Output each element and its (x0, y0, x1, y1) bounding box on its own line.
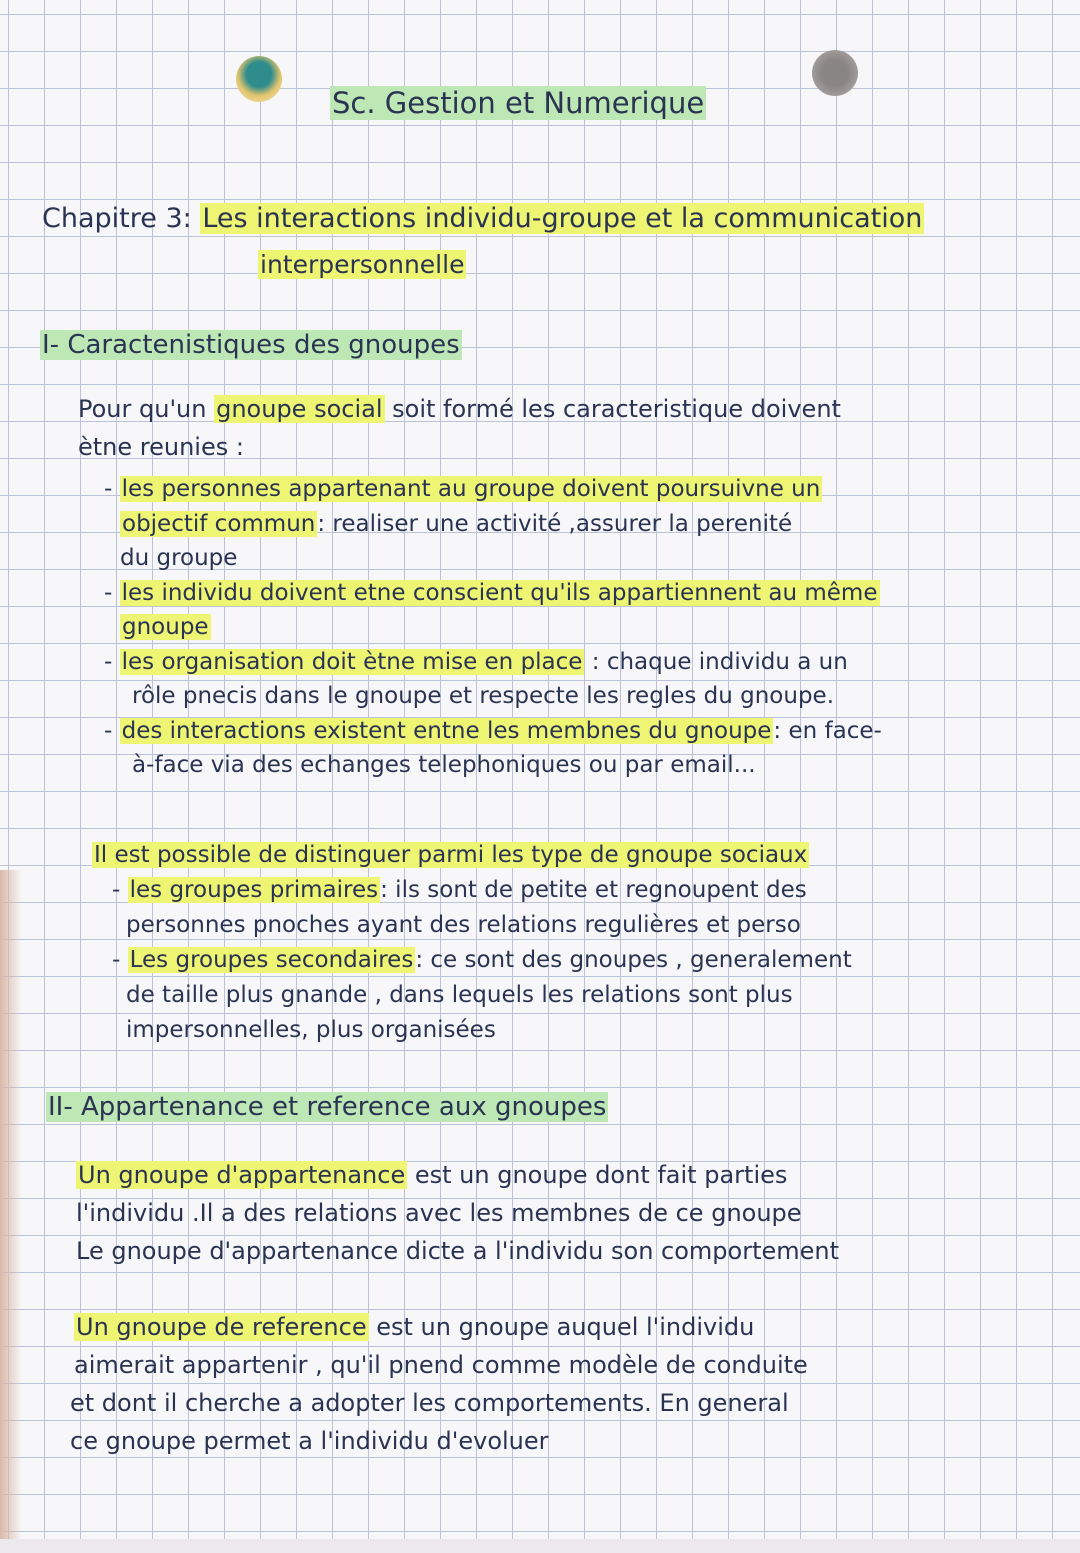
line-text: à-face via des echanges telephoniques ou par email... (132, 752, 756, 778)
highlighted-text: Les groupes secondaires (129, 947, 414, 973)
line-text: personnes pnoches ayant des relations regulières et perso (126, 912, 801, 938)
line-text: est un gnoupe dont fait parties (407, 1161, 788, 1189)
line-text: l'individu .Il a des relations avec les membnes de ce gnoupe (76, 1199, 802, 1227)
line-text: : ce sont des gnoupes , generalement (415, 947, 852, 973)
characteristic-line (104, 474, 822, 504)
line-text: : en face- (773, 717, 882, 744)
highlighted-text: gnoupe social (216, 395, 383, 423)
section-2-heading (46, 1092, 608, 1122)
membership-line (76, 1236, 839, 1266)
reference-line (74, 1312, 754, 1342)
chapter-title-highlight-2: interpersonnelle (260, 250, 465, 279)
group-type-line (92, 840, 809, 870)
highlighted-text: les groupes primaires (129, 877, 379, 903)
line-text: est un gnoupe auquel l'individu (368, 1313, 755, 1341)
highlighted-text: gnoupe (122, 614, 209, 640)
characteristic-line (104, 716, 882, 746)
punch-hole-left (236, 56, 282, 102)
highlighted-text: Il est possible de distinguer parmi les type de gnoupe sociaux (94, 842, 808, 868)
line-text: - (104, 476, 120, 502)
line-text: ètne reunies : (78, 433, 244, 461)
line-text: : realiser une activité ,assurer la perenité (317, 510, 793, 537)
group-type-line (112, 875, 807, 905)
page-title-text: Sc. Gestion et Numerique (332, 86, 705, 120)
characteristic-line (104, 647, 848, 677)
page-title (330, 88, 706, 118)
highlighted-text: les organisation doit ètne mise en place (121, 648, 583, 675)
line-text: Le gnoupe d'appartenance dicte a l'individu son comportement (76, 1237, 840, 1265)
line-text: - (112, 877, 128, 903)
characteristic-line (104, 578, 880, 608)
characteristic-line (120, 543, 237, 573)
background-edge-bottom (0, 1539, 1080, 1553)
line-text: ce gnoupe permet a l'individu d'evoluer (70, 1427, 549, 1455)
chapter-title (42, 204, 924, 234)
line-text: - (112, 947, 128, 973)
intro-line (78, 394, 841, 424)
line-text: soit formé les caracteristique doivent (384, 395, 841, 423)
line-text: - (104, 648, 120, 675)
line-text: rôle pnecis dans le gnoupe et respecte les regles du gnoupe. (132, 683, 835, 709)
group-type-line (112, 945, 852, 975)
line-text: - (104, 717, 120, 744)
highlighted-text: Un gnoupe d'appartenance (78, 1161, 406, 1189)
membership-line (76, 1198, 802, 1228)
characteristic-line (120, 509, 792, 539)
chapter-title-continued (258, 250, 466, 280)
line-text: : ils sont de petite et regnoupent des (380, 877, 807, 903)
group-type-line (126, 910, 801, 940)
reference-line (70, 1388, 789, 1418)
section-1-heading (40, 330, 462, 360)
section-1-heading-text: I- Caractenistiques des gnoupes (42, 330, 460, 360)
group-type-line (126, 1015, 496, 1045)
section-2-heading-text: II- Appartenance et reference aux gnoupes (48, 1092, 607, 1122)
line-text: - (104, 579, 120, 606)
line-text: du groupe (120, 545, 238, 571)
background-edge (0, 870, 22, 1553)
line-text: : chaque individu a un (584, 648, 848, 675)
intro-line (78, 432, 244, 462)
characteristic-line (120, 612, 211, 642)
highlighted-text: les personnes appartenant au groupe doivent poursuivne un (121, 476, 821, 502)
line-text: de taille plus gnande , dans lequels les relations sont plus (126, 982, 793, 1008)
line-text: Pour qu'un (78, 395, 215, 423)
membership-line (76, 1160, 787, 1190)
chapter-title-highlight: Les interactions individu-groupe et la communication (202, 203, 923, 234)
highlighted-text: Un gnoupe de reference (76, 1313, 367, 1341)
punch-hole-right (812, 50, 858, 96)
line-text: aimerait appartenir , qu'il pnend comme modèle de conduite (74, 1351, 808, 1379)
line-text: et dont il cherche a adopter les comportements. En general (70, 1389, 789, 1417)
chapter-number: Chapitre 3: (42, 203, 192, 234)
line-text: impersonnelles, plus organisées (126, 1017, 496, 1043)
reference-line (74, 1350, 808, 1380)
highlighted-text: des interactions existent entne les membnes du gnoupe (121, 717, 772, 744)
group-type-line (126, 980, 793, 1010)
highlighted-text: les individu doivent etne conscient qu'ils appartiennent au même (121, 579, 878, 606)
characteristic-line (132, 681, 834, 711)
characteristic-line (132, 750, 756, 780)
highlighted-text: objectif commun (122, 510, 316, 537)
reference-line (70, 1426, 549, 1456)
